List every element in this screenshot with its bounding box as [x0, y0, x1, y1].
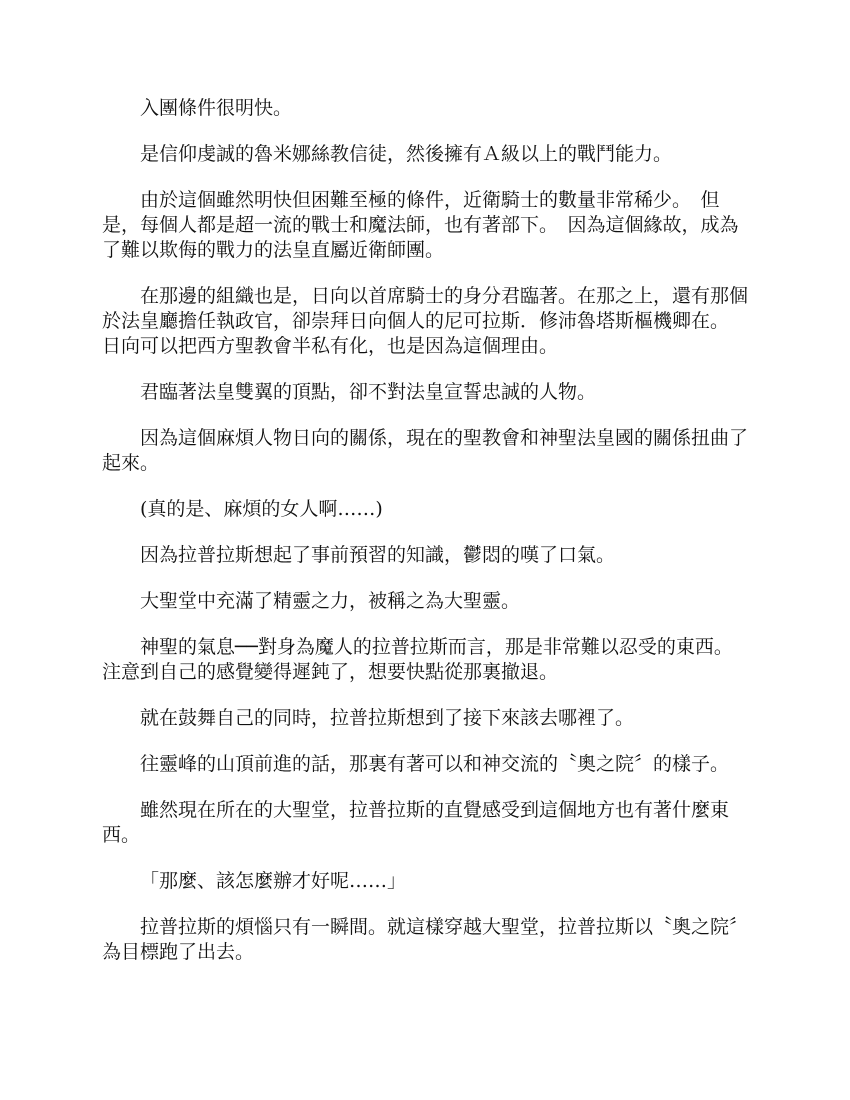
paragraph-11: 就在鼓舞自己的同時，拉普拉斯想到了接下來該去哪裡了。: [140, 707, 635, 729]
paragraph-10: 神聖的氣息──對身為魔人的拉普拉斯而言，那是非常難以忍受的東西。注意到自己的感覺變得遲鈍了，想要快點從那裏撤退。: [102, 636, 733, 683]
document-body: [102, 96, 748, 986]
paragraph-9: 大聖堂中充滿了精靈之力，被稱之為大聖靈。: [140, 590, 521, 612]
paragraph-4: 在那邊的組織也是，日向以首席騎士的身分君臨著。在那之上，還有那個於法皇廳擔任執政官，卻崇拜日向個人的尼可拉斯．修沛魯塔斯樞機卿在。 日向可以把西方聖教會半私有化，也是因為這個理由。: [102, 285, 749, 357]
paragraph-2: 是信仰虔誠的魯米娜絲教信徒，然後擁有Ａ級以上的戰鬥能力。: [140, 143, 673, 165]
paragraph-13: 雖然現在所在的大聖堂，拉普拉斯的直覺感受到這個地方也有著什麼東西。: [102, 799, 730, 846]
paragraph-12: 往靈峰的山頂前進的話，那裏有著可以和神交流的〝奧之院〞的樣子。: [140, 753, 730, 775]
paragraph-7: (真的是、麻煩的女人啊……): [140, 498, 383, 520]
paragraph-1: 入團條件很明快。: [140, 97, 293, 119]
paragraph-6: 因為這個麻煩人物日向的關係，現在的聖教會和神聖法皇國的關係扭曲了起來。: [102, 427, 749, 474]
paragraph-14: 「那麼、該怎麼辦才好呢……」: [140, 870, 407, 892]
paragraph-3: 由於這個雖然明快但困難至極的條件，近衛騎士的數量非常稀少。 但是，每個人都是超一流的戰士和魔法師，也有著部下。 因為這個緣故，成為了難以欺侮的戰力的法皇直屬近衛師團。: [102, 189, 739, 261]
paragraph-5: 君臨著法皇雙翼的頂點，卻不對法皇宣誓忠誠的人物。: [140, 381, 597, 403]
paragraph-15: 拉普拉斯的煩惱只有一瞬間。就這樣穿越大聖堂，拉普拉斯以〝奧之院〞為目標跑了出去。: [102, 916, 749, 963]
paragraph-8: 因為拉普拉斯想起了事前預習的知識，鬱悶的嘆了口氣。: [140, 544, 616, 566]
